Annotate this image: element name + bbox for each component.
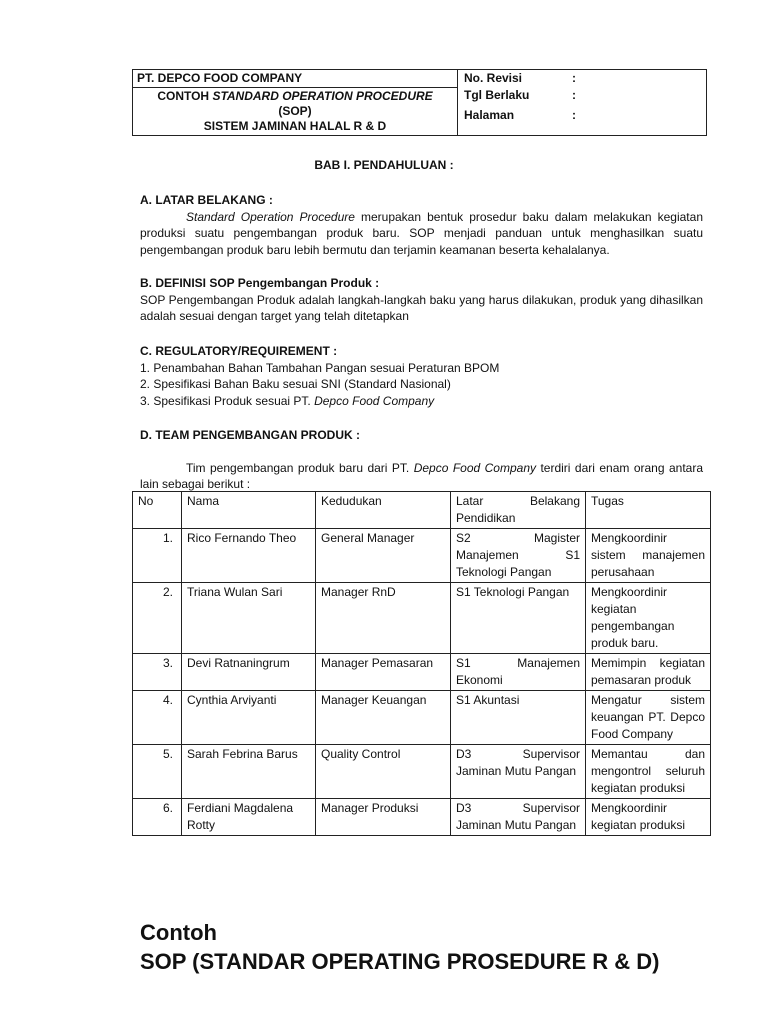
italic-term: Standard Operation Procedure	[186, 209, 355, 224]
member-position: General Manager	[316, 529, 451, 583]
row-number: 3.	[133, 654, 182, 691]
table-row	[133, 799, 711, 836]
column-header: Latar Belakang Pendidikan	[451, 492, 586, 529]
member-name: Devi Ratnaningrum	[182, 654, 316, 691]
table-row	[133, 529, 711, 583]
table-header-row	[133, 492, 711, 529]
row-number: 1.	[133, 529, 182, 583]
section-paragraph: SOP Pengembangan Produk adalah langkah-langkah baku yang harus dilakukan, produk yang dihasilkan adalah sesuai dengan target yang telah ditetapkan	[140, 292, 703, 323]
section-heading: A. LATAR BELAKANG :	[140, 193, 273, 207]
member-position: Manager RnD	[316, 583, 451, 654]
team-table	[132, 491, 711, 836]
member-education: S2 Magister Manajemen S1 Teknologi Pangan	[451, 529, 586, 583]
column-header: No	[133, 492, 182, 529]
member-position: Quality Control	[316, 745, 451, 799]
member-task: Mengatur sistem keuangan PT. Depco Food Company	[586, 691, 711, 745]
meta-sep: :	[572, 108, 576, 122]
meta-sep: :	[572, 71, 576, 85]
section-paragraph	[140, 460, 703, 492]
table-row	[133, 745, 711, 799]
title-line3: SISTEM JAMINAN HALAL R & D	[203, 119, 387, 133]
footer-line1: Contoh	[140, 920, 217, 945]
section-heading: D. TEAM PENGEMBANGAN PRODUK :	[140, 428, 361, 442]
chapter-title: BAB I. PENDAHULUAN :	[314, 158, 454, 172]
meta-revision	[464, 71, 702, 88]
document-header-table	[132, 69, 707, 136]
document-title	[133, 88, 458, 136]
row-number: 5.	[133, 745, 182, 799]
meta-key: Tgl Berlaku	[464, 88, 530, 102]
meta-sep: :	[572, 88, 576, 102]
section-team	[140, 427, 703, 492]
member-position: Manager Pemasaran	[316, 654, 451, 691]
member-task: Mengkoordinir kegiatan pengembangan produk baru.	[586, 583, 711, 654]
section-background	[140, 192, 703, 258]
column-header: Kedudukan	[316, 492, 451, 529]
title-line2: (SOP)	[278, 104, 312, 118]
company-name: PT. DEPCO FOOD COMPANY	[133, 70, 458, 88]
section-paragraph	[140, 209, 703, 259]
member-task: Mengkoordinir sistem manajemen perusahaan	[586, 529, 711, 583]
footer-caption	[140, 918, 659, 976]
member-name: Rico Fernando Theo	[182, 529, 316, 583]
section-definition	[140, 275, 703, 325]
footer-line2: SOP (STANDAR OPERATING PROSEDURE R & D)	[140, 949, 660, 974]
meta-key: Halaman	[464, 108, 515, 122]
document-meta	[458, 70, 707, 136]
row-number: 6.	[133, 799, 182, 836]
title-italic: STANDARD OPERATION PROCEDURE	[212, 89, 433, 103]
member-task: Mengkoordinir kegiatan produksi	[586, 799, 711, 836]
member-name: Triana Wulan Sari	[182, 583, 316, 654]
list-item	[140, 393, 703, 410]
paragraph-text: merupakan bentuk prosedur baku dalam melakukan kegiatan produksi suatu pengembangan produk baru. SOP menjadi panduan untuk menghasilkan suatu pengembangan produk baru lebih bermutu dan terjamin keamanan beserta kehalalanya.	[140, 209, 703, 257]
company-italic: Depco Food Company	[413, 460, 536, 475]
meta-page	[464, 108, 702, 125]
table-row	[133, 691, 711, 745]
column-header: Nama	[182, 492, 316, 529]
member-education: S1 Teknologi Pangan	[451, 583, 586, 654]
member-education: D3 Supervisor Jaminan Mutu Pangan	[451, 745, 586, 799]
section-heading: C. REGULATORY/REQUIREMENT :	[140, 344, 338, 358]
company-italic: Depco Food Company	[314, 393, 435, 408]
list-item: 2. Spesifikasi Bahan Baku sesuai SNI (Standard Nasional)	[140, 377, 451, 391]
title-prefix: CONTOH	[157, 89, 213, 103]
member-task: Memimpin kegiatan pemasaran produk	[586, 654, 711, 691]
member-task: Memantau dan mengontrol seluruh kegiatan produksi	[586, 745, 711, 799]
column-header: Tugas	[586, 492, 711, 529]
row-number: 2.	[133, 583, 182, 654]
meta-effective-date	[464, 88, 702, 105]
member-education: S1 Akuntasi	[451, 691, 586, 745]
list-item: 1. Penambahan Bahan Tambahan Pangan sesuai Peraturan BPOM	[140, 360, 500, 375]
section-heading: B. DEFINISI SOP Pengembangan Produk :	[140, 276, 380, 290]
row-number: 4.	[133, 691, 182, 745]
table-row	[133, 654, 711, 691]
meta-key: No. Revisi	[464, 71, 523, 85]
member-position: Manager Keuangan	[316, 691, 451, 745]
intro-text: terdiri dari enam orang antara lain sebagai berikut :	[140, 460, 703, 491]
section-regulatory	[140, 343, 703, 409]
list-item-text: 3. Spesifikasi Produk sesuai PT.	[140, 393, 315, 408]
title-line1	[137, 89, 453, 104]
member-position: Manager Produksi	[316, 799, 451, 836]
table-row	[133, 583, 711, 654]
member-name: Ferdiani Magdalena Rotty	[182, 799, 316, 836]
regulatory-list	[140, 360, 703, 410]
member-education: S1 Manajemen Ekonomi	[451, 654, 586, 691]
intro-text: Tim pengembangan produk baru dari PT.	[186, 460, 414, 475]
member-name: Sarah Febrina Barus	[182, 745, 316, 799]
member-education: D3 Supervisor Jaminan Mutu Pangan	[451, 799, 586, 836]
member-name: Cynthia Arviyanti	[182, 691, 316, 745]
